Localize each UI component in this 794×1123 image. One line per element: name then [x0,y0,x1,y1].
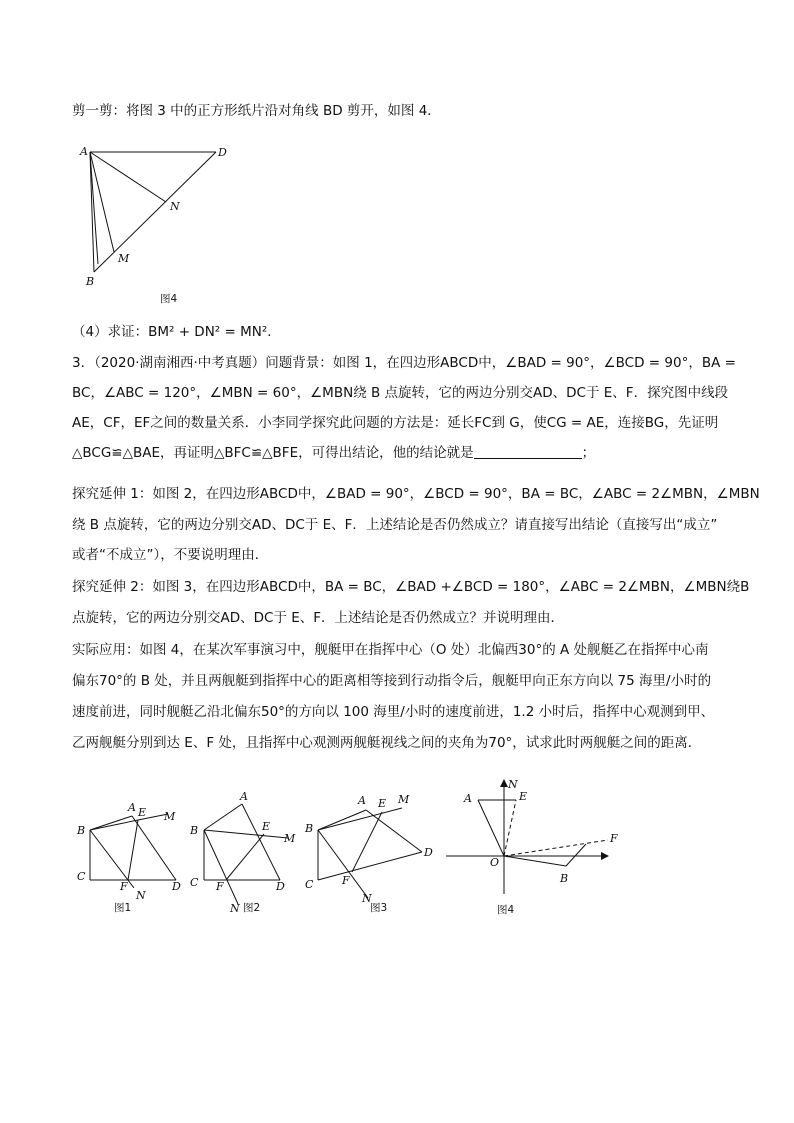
f3-label-A: A [358,794,366,807]
question-4: （4）求证：BM² + DN² = MN²． [72,324,281,340]
problem-line-2: BC，∠ABC = 120°，∠MBN = 60°，∠MBN绕 B 点旋转，它的两边分别交AD、DC于 E、F．探究图中线段 [72,385,729,401]
f2-label-N: N [230,902,240,915]
f4-label-A: A [464,792,472,805]
f1-label-E: E [138,806,147,819]
f4-label-N: N [508,778,518,791]
application-line-3: 速度前进，同时舰艇乙沿北偏东50°的方向以 100 海里/小时的速度前进，1.2 小时后，指挥中心观测到甲、 [72,704,715,720]
label-A: A [80,145,88,158]
problem-line-1: 3．（2020·湖南湘西·中考真题）问题背景：如图 1，在四边形ABCD中，∠BAD = 90°，∠BCD = 90°，BA = [72,355,736,371]
f4-caption: 图4 [497,904,515,916]
f3-caption: 图3 [370,902,388,914]
f4-label-B: B [560,872,569,885]
figure-3 [302,790,442,915]
problem-line-4-text: △BCG≌△BAE，再证明△BFC≌△BFE，可得出结论，他的结论就是 [72,445,474,461]
f2-caption: 图2 [243,902,261,914]
label-M: M [118,252,130,265]
problem-line-3: AE，CF，EF之间的数量关系．小李同学探究此问题的方法是：延长FC到 G，使CG = AE，连接BG，先证明 [72,415,719,431]
answer-blank[interactable] [474,444,582,459]
f1-label-A: A [128,801,136,814]
f1-caption: 图1 [114,902,132,914]
f3-label-F: F [342,874,350,887]
f2-label-E: E [262,820,271,833]
figure-2 [186,790,314,915]
f1-label-B: B [77,824,86,837]
label-B: B [86,275,95,288]
f3-label-B: B [305,822,314,835]
f2-label-D: D [276,880,285,893]
f2-label-M: M [284,832,296,845]
f4-label-E: E [519,790,528,803]
f1-label-C: C [77,870,86,883]
f1-label-N: N [136,889,146,902]
f3-label-C: C [305,878,314,891]
f1-label-F: F [120,880,128,893]
application-line-2: 偏东70°的 B 处，并且两舰艇到指挥中心的距离相等接到行动指令后，舰艇甲向正东方向以 75 海里/小时的 [72,673,712,689]
extension-2-line-2: 点旋转，它的两边分别交AD、DC于 E、F．上述结论是否仍然成立？并说明理由． [72,610,565,626]
problem-line-4-end: ； [581,445,596,461]
f2-label-C: C [190,876,199,889]
extension-1-line-1: 探究延伸 1：如图 2，在四边形ABCD中，∠BAD = 90°，∠BCD = 90°，BA = BC，∠ABC = 2∠MBN，∠MBN [72,486,760,502]
problem-line-4 [72,443,732,463]
application-line-1: 实际应用：如图 4，在某次军事演习中，舰艇甲在指挥中心（O 处）北偏西30°的 A 处舰艇乙在指挥中心南 [72,642,709,658]
label-D: D [218,146,227,159]
f2-label-A: A [240,790,248,803]
f4-label-F: F [610,832,618,845]
f2-label-F: F [216,880,224,893]
application-line-4: 乙两舰艇分别到达 E、F 处，且指挥中心观测两舰艇视线之间的夹角为70°，试求此时两舰艇之间的距离． [72,735,702,751]
figure-caption: 图4 [160,293,178,305]
f4-label-O: O [490,856,500,869]
extension-1-line-3: 或者“不成立”），不要说明理由． [72,547,269,563]
intro-line: 剪一剪：将图 3 中的正方形纸片沿对角线 BD 剪开，如图 4． [72,103,441,119]
extension-2-line-1: 探究延伸 2：如图 3，在四边形ABCD中，BA = BC，∠BAD +∠BCD = 180°，∠ABC = 2∠MBN，∠MBN绕B [72,579,750,595]
f3-label-M: M [398,793,410,806]
f1-label-M: M [164,810,176,823]
f2-label-B: B [190,824,199,837]
f1-label-D: D [172,880,181,893]
figure-4-compass [442,776,632,916]
figure-square-cut [76,140,236,310]
extension-1-line-2: 绕 B 点旋转，它的两边分别交AD、DC于 E、F．上述结论是否仍然成立？请直接写出结论（直接写出“成立” [72,517,718,533]
label-N: N [170,200,180,213]
f3-label-E: E [378,797,387,810]
f3-label-D: D [424,846,433,859]
figure-1 [72,790,192,915]
f3-label-N: N [362,892,372,905]
